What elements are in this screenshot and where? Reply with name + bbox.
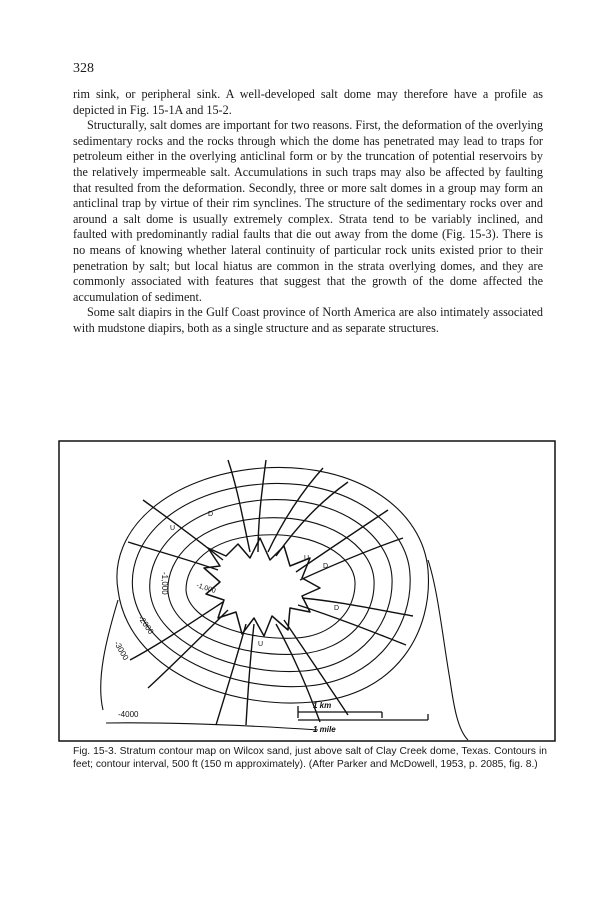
contour-label: -2000	[136, 613, 156, 636]
scale-km-label: 1 km	[313, 701, 332, 710]
contour-label: -4000	[118, 710, 139, 719]
contour-label: -1,000	[160, 572, 169, 595]
fault-mark-up: U	[304, 555, 310, 562]
paragraph: Structurally, salt domes are important for two reasons. First, the deformation of the overlying sedimentary rocks and the rocks through which the dome has penetrated may lead to traps for petroleum either in the overlying anticlinal form or by the truncation of potential reservoirs by the relatively impermeable salt. Accumulations in such traps may also be affected by faulting that resulted from the deformation. Secondly, three or more salt domes in a group may form an anticlinal trap by virtue of their rim synclines. The structure of the sedimentary rocks over and around a salt dome is usually extremely complex. Strata tend to be variably inclined, and faulted with predominantly radial faults that die out away from the dome (Fig. 15-3). There is no means of knowing whether lateral continuity of particular rock units existed prior to their penetration by salt; but local hiatus are common in the strata overlying domes, and they are commonly associated with features that suggest that the growth of the dome affected the accumulation of sediment.	[73, 118, 543, 304]
fault-mark-down: D	[334, 605, 340, 612]
fault-mark-up: U	[170, 525, 176, 532]
contour-label: -3000	[112, 639, 131, 662]
contour-label: -1,000	[195, 582, 217, 596]
paragraph: Some salt diapirs in the Gulf Coast province of North America are also intimately associated with mudstone diapirs, both as a single structure and as separate structures.	[73, 305, 543, 335]
fault-mark-down: D	[323, 563, 329, 570]
scale-mile-label: 1 mile	[313, 725, 336, 734]
page-number: 328	[73, 61, 94, 76]
figure-salt-dome-map	[58, 440, 556, 742]
paragraph: rim sink, or peripheral sink. A well-developed salt dome may therefore have a profile as depicted in Fig. 15-1A and 15-2.	[73, 87, 543, 117]
fault-mark-up: U	[258, 641, 264, 648]
fault-mark-down: D	[208, 511, 214, 518]
figure-caption: Fig. 15-3. Stratum contour map on Wilcox sand, just above salt of Clay Creek dome, Texas. Contours in feet; contour interval, 500 ft (150 m approximately). (After Parker and McDowell, 1953, p. 2085, fig. 8.)	[73, 746, 547, 770]
body-text	[73, 87, 543, 337]
contour-map	[58, 440, 556, 742]
